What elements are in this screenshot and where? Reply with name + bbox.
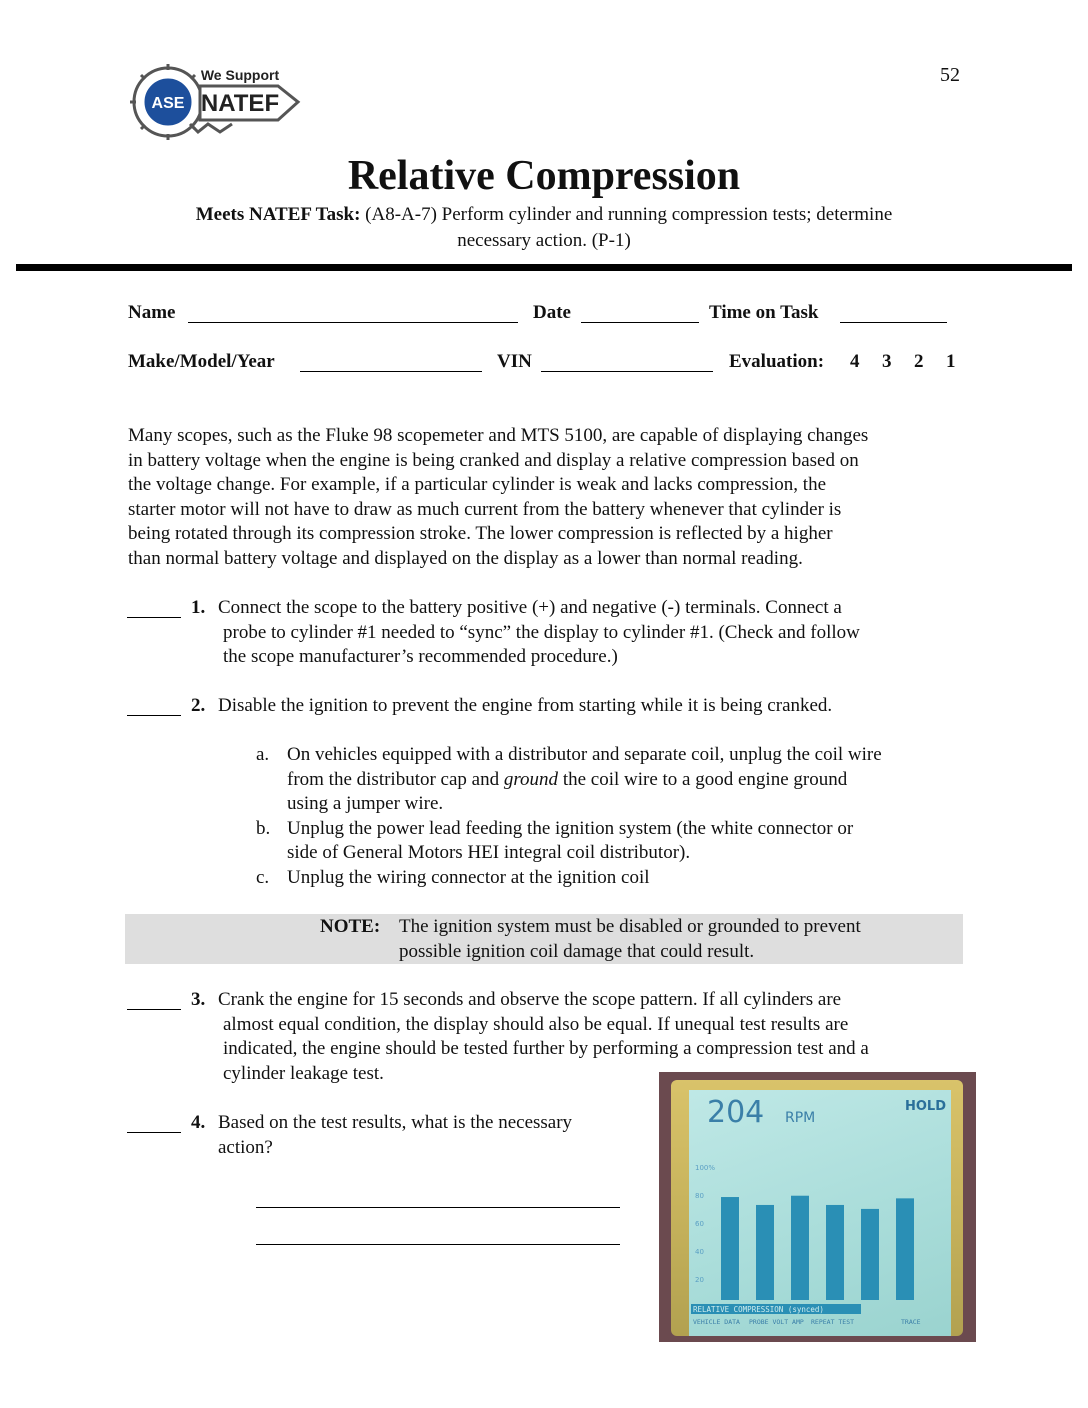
step-2	[0, 694, 1088, 720]
compression-bar-2	[756, 1205, 774, 1300]
step-3-line: cylinder leakage test.	[223, 1062, 384, 1084]
intro-line: the voltage change. For example, if a particular cylinder is weak and lacks compression, the	[128, 474, 826, 496]
header-divider	[16, 264, 1072, 271]
substep-b-label: b.	[256, 817, 271, 839]
task-text: (A8-A-7) Perform cylinder and running compression tests; determine	[365, 204, 893, 225]
substep-a-text: from the distributor cap and	[287, 768, 504, 790]
y-tick-label: 20	[695, 1276, 704, 1284]
ase-natef-key-logo	[128, 58, 306, 150]
step-3-line: indicated, the engine should be tested further by performing a compression test and a	[223, 1038, 869, 1060]
compression-bars	[721, 1196, 914, 1300]
step-2-check-blank[interactable]	[127, 715, 181, 716]
date-field[interactable]	[581, 302, 699, 323]
note-label	[320, 915, 380, 940]
make-model-year-field[interactable]	[300, 351, 482, 372]
y-tick-label: 100%	[695, 1164, 716, 1172]
evaluation-label: Evaluation:	[729, 351, 825, 372]
natef-task-line1	[0, 204, 1088, 226]
status-text: RELATIVE COMPRESSION (synced)	[693, 1305, 824, 1314]
rpm-value: 204	[707, 1095, 765, 1130]
step-2-substeps	[0, 743, 1088, 893]
evaluation-score-4[interactable]: 4	[850, 351, 860, 372]
answer-line[interactable]	[256, 1244, 620, 1245]
vin-label: VIN	[497, 351, 532, 372]
relative-compression-display	[689, 1090, 951, 1336]
evaluation-score-2[interactable]: 2	[914, 351, 924, 372]
note-line: possible ignition coil damage that could result.	[399, 940, 755, 962]
time-on-task-label: Time on Task	[709, 302, 819, 323]
substep-a-label: a.	[256, 744, 270, 765]
substep-a-line: On vehicles equipped with a distributor and separate coil, unplug the coil wire	[287, 744, 882, 765]
y-tick-label: 60	[695, 1220, 704, 1228]
scope-screen	[689, 1090, 951, 1336]
natef-task-line2: necessary action. (P-1)	[457, 230, 631, 251]
intro-paragraph	[128, 424, 988, 572]
svg-text:We Support: We Support	[200, 67, 280, 83]
substep-c-label: c.	[256, 867, 270, 888]
step-1-line: the scope manufacturer’s recommended procedure.)	[223, 646, 618, 668]
compression-bar-6	[896, 1198, 914, 1300]
y-tick-label: 80	[695, 1192, 704, 1200]
step-1-line: probe to cylinder #1 needed to “sync” the display to cylinder #1. (Check and follow	[223, 621, 860, 643]
step-3-line: Crank the engine for 15 seconds and observe the scope pattern. If all cylinders are	[218, 989, 842, 1010]
menu-vehicle-data[interactable]: VEHICLE DATA	[693, 1318, 740, 1326]
scope-photo	[659, 1072, 976, 1342]
answer-line[interactable]	[256, 1207, 620, 1208]
step-4-line: Based on the test results, what is the necessary	[218, 1112, 573, 1133]
step-4-number: 4.	[191, 1112, 206, 1133]
substep-c-line: Unplug the wiring connector at the ignition coil	[287, 867, 650, 888]
substep-a-emphasis: ground	[503, 768, 559, 790]
rpm-unit: RPM	[785, 1110, 816, 1126]
intro-line: Many scopes, such as the Fluke 98 scopemeter and MTS 5100, are capable of displaying changes	[128, 425, 869, 446]
intro-line: than normal battery voltage and displayed on the display as a lower than normal reading.	[128, 547, 803, 569]
substep-a-text: the coil wire to a good engine ground	[558, 768, 848, 790]
task-label: Meets NATEF Task:	[195, 204, 361, 225]
menu-trace[interactable]: TRACE	[901, 1318, 921, 1326]
name-label: Name	[128, 302, 176, 323]
step-3-check-blank[interactable]	[127, 1009, 181, 1010]
svg-text:NATEF: NATEF	[200, 90, 280, 117]
menu-repeat-test[interactable]: REPEAT TEST	[811, 1318, 855, 1326]
step-4	[0, 1111, 650, 1163]
make-model-year-label: Make/Model/Year	[128, 351, 275, 372]
intro-line: in battery voltage when the engine is being cranked and display a relative compression based on	[128, 449, 859, 471]
compression-bar-1	[721, 1197, 739, 1300]
y-tick-label: 40	[695, 1248, 704, 1256]
y-axis-ticks	[695, 1164, 715, 1284]
step-4-check-blank[interactable]	[127, 1132, 181, 1133]
natef-logo	[128, 58, 306, 150]
vin-field[interactable]	[541, 351, 713, 372]
hold-indicator: HOLD	[905, 1099, 947, 1114]
step-1-check-blank[interactable]	[127, 617, 181, 618]
note-label-text: NOTE:	[320, 916, 381, 937]
step-3-line: almost equal condition, the display should also be equal. If unequal test results are	[223, 1013, 849, 1035]
step-1-number: 1.	[191, 597, 206, 618]
page-title: Relative Compression	[347, 153, 741, 199]
step-4-line: action?	[218, 1136, 273, 1158]
compression-bar-5	[861, 1209, 879, 1300]
substep-b-line: side of General Motors HEI integral coil distributor).	[287, 842, 691, 864]
name-field[interactable]	[188, 302, 518, 323]
substep-b-line: Unplug the power lead feeding the ignition system (the white connector or	[287, 817, 854, 839]
step-1-line: Connect the scope to the battery positive (+) and negative (-) terminals. Connect a	[218, 597, 842, 618]
menu-probe[interactable]: PROBE VOLT AMP	[749, 1318, 804, 1326]
step-2-text: Disable the ignition to prevent the engine from starting while it is being cranked.	[218, 695, 833, 716]
substep-a-line: using a jumper wire.	[287, 793, 444, 815]
intro-line: starter motor will not have to draw as much current from the battery whenever that cylinder is	[128, 498, 842, 520]
evaluation-score-1[interactable]: 1	[946, 351, 956, 372]
note-line: The ignition system must be disabled or grounded to prevent	[399, 916, 861, 937]
intro-line: being rotated through its compression stroke. The lower compression is reflected by a higher	[128, 523, 833, 545]
compression-bar-4	[826, 1205, 844, 1300]
time-on-task-field[interactable]	[840, 302, 947, 323]
date-label: Date	[533, 302, 571, 323]
step-1	[0, 596, 1088, 672]
page-number: 52	[940, 64, 960, 86]
compression-bar-3	[791, 1196, 809, 1300]
svg-text:ASE: ASE	[151, 95, 185, 112]
substep-a-line	[287, 768, 847, 793]
step-2-number: 2.	[191, 695, 206, 716]
evaluation-score-3[interactable]: 3	[882, 351, 892, 372]
step-3-number: 3.	[191, 989, 206, 1010]
